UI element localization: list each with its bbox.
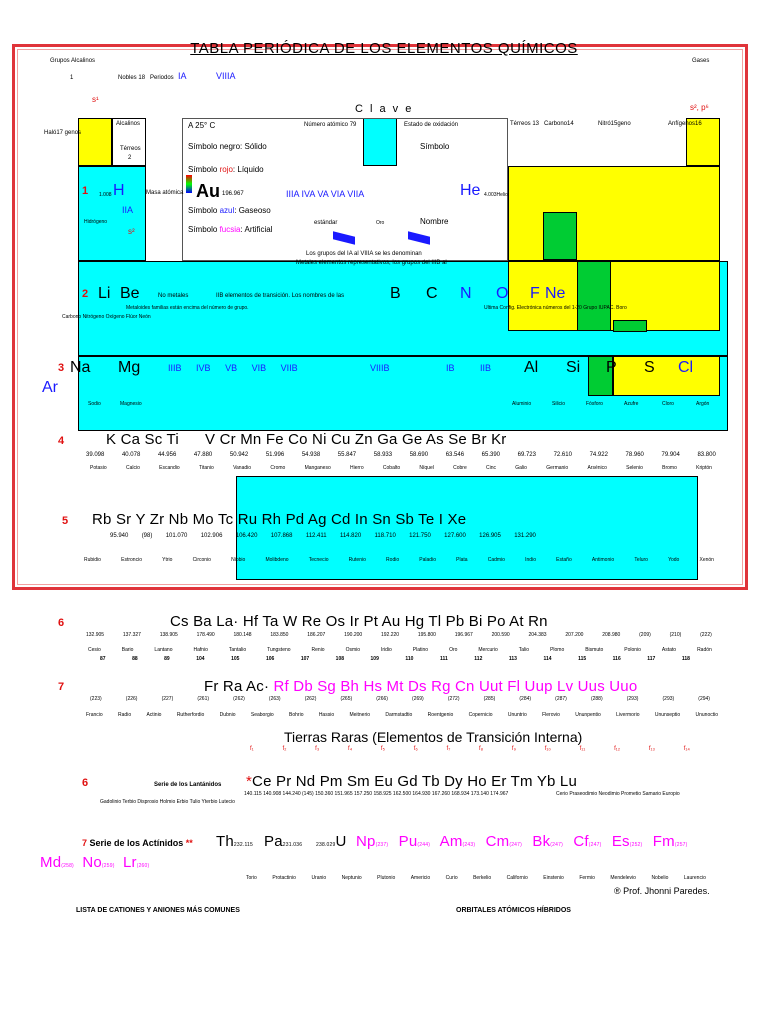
- symbol-li: Li: [98, 285, 111, 302]
- key-au: Au: [196, 181, 220, 201]
- lanthanide-label: Serie de los Lantánidos: [154, 782, 222, 788]
- key-atomic-number: Número atómico 79: [304, 122, 357, 128]
- key-temp: A 25° C: [188, 121, 216, 130]
- key-standard: estándar: [314, 220, 338, 226]
- h-mass: 1.008: [99, 192, 112, 198]
- key-symbol: Símbolo: [420, 142, 450, 151]
- terreos-label: Térreos: [120, 146, 141, 152]
- gases-label: Gases: [692, 58, 710, 64]
- name-magnesio: Magnesio: [120, 401, 142, 407]
- name-silicio: Silicio: [552, 401, 566, 407]
- block-period3-yellow: [613, 356, 720, 396]
- hidrogeno-name: Hidrógeno: [84, 219, 108, 225]
- anfigenos16-label: Anfígenos16: [668, 121, 702, 127]
- footer-cations-heading: LISTA DE CATIONES Y ANIONES MÁS COMUNES: [76, 907, 240, 914]
- symbol-ar: Ar: [42, 379, 58, 396]
- symbol-al: Al: [524, 359, 539, 376]
- period-7-masses: (223) (226) (227) (261) (262) (263) (262) (265) (266) (269) (272) (285) (284) (287) (288) (293) (293) (294): [90, 696, 710, 702]
- period-7-symbols: Fr Ra Ac· Rf Db Sg Bh Hs Mt Ds Rg Cn Uut Fl Uup Lv Uus Uuo: [204, 678, 638, 695]
- transition-note: IIB elementos de transición. Los nombres de las: [216, 293, 345, 299]
- period-5-names: Rubidio Estroncio Ytrio Circonio Niobio Molibdeno Tecnecio Rutenio Rodio Paladio Plata Cadmio Indio Estaño Antimonio Teluro Yodo Xenón: [84, 557, 714, 563]
- groups-note: Los grupos del IA al VIIIA se les denominan: [306, 251, 422, 257]
- halogenos-label: Haló17 genos: [44, 130, 82, 136]
- symbol-ne: Ne: [545, 285, 566, 302]
- name-fosforo: Fósforo: [586, 401, 603, 407]
- he-mass: 4.003Helio: [484, 192, 508, 198]
- footer-orbitals-heading: ORBITALES ATÓMICOS HÍBRIDOS: [456, 907, 571, 914]
- actinide-pa: Pa231.036: [264, 833, 303, 850]
- terreos-num: 2: [128, 155, 132, 161]
- nobles-label: Nobles 18: [118, 75, 146, 81]
- period-1-number: 1: [82, 185, 89, 197]
- symbol-cl: Cl: [678, 359, 694, 376]
- symbol-h: H: [113, 182, 125, 199]
- actinide-artificial-row-1: Np(237) Pu(244) Am(243) Cm(247) Bk(247) Cf(247) Es(252) Fm(257): [356, 833, 688, 850]
- group-ia: IA: [178, 71, 187, 81]
- symbol-n: N: [460, 285, 472, 302]
- config-note: Ultima Config. Electrónica números del 1-20 Grupo IUPAC. Boro: [484, 305, 627, 311]
- lanthanide-names-2: Cerio Praseodimio Neodimio Prometio Samario Europio: [556, 791, 680, 797]
- block-si-green: [613, 320, 647, 332]
- key-au-mass: 196.967: [222, 191, 244, 197]
- metalloid-note: Metaloides familias están encima del número de grupo.: [126, 305, 249, 311]
- period-5-masses: 95.940 (98) 101.070 102.906 106.420 107.868 112.411 114.820 118.710 121.750 127.600 126.905 131.290: [110, 533, 536, 539]
- group-iia: IIA: [122, 205, 134, 215]
- period2-names: Carbono Nitrógeno Oxígeno Flúor Neón: [62, 314, 151, 320]
- key-oxidation: Estado de oxidación: [404, 122, 459, 128]
- block-period5-cyan: [236, 476, 698, 580]
- lanthanide-names-1: Gadolinio Terbio Disprosio Holmio Erbio Tulio Yterbio Lutecio: [100, 799, 235, 805]
- period-4-names: Potasio Calcio Escandio Titanio Vanadio Cromo Manganeso Hierro Cobalto Níquel Cobre Cinc Galio Germanio Arsénico Selenio Bromo Kriptón: [90, 465, 712, 471]
- symbol-mg: Mg: [118, 359, 141, 376]
- period-4-symbols: K Ca Sc Ti V Cr Mn Fe Co Ni Cu Zn Ga Ge As Se Br Kr: [106, 431, 507, 448]
- key-oro: Oro: [376, 220, 385, 226]
- group-ib: IB: [446, 363, 455, 373]
- clave-label: C l a v e: [355, 103, 414, 115]
- grupos-label: Grupos Alcalinos: [50, 58, 96, 64]
- block-h-yellow: [78, 118, 112, 166]
- credit: ® Prof. Jhonni Paredes.: [614, 886, 710, 896]
- symbol-be: Be: [120, 285, 140, 302]
- name-cloro: Cloro: [662, 401, 674, 407]
- carbono14-label: Carbono14: [544, 121, 574, 127]
- key-liquid: Símbolo rojo: Líquido: [188, 165, 264, 174]
- nonmetal-label: No metales: [158, 293, 189, 299]
- actinide-u: 238.029U: [316, 833, 347, 850]
- period-7-names: Francio Radio Actinio Rutherfordio Dubnio Seaborgio Bohrio Hassio Meitnerio Darmstadtio Roentgenio Copernicio Ununtrio Flerovio Ununpentio Livermorio Ununseptio Ununoctio: [86, 712, 718, 718]
- block-period2-green: [577, 261, 611, 331]
- symbol-na: Na: [70, 359, 91, 376]
- alcalinos-label-2: Alcalinos: [116, 121, 141, 127]
- key-artificial: Símbolo fucsia: Artificial: [188, 225, 273, 234]
- periodos-label: Periodos: [150, 75, 174, 81]
- group-viiib: VIIIB: [370, 363, 390, 373]
- lanthanide-masses: 140.115 140.908 144.240 (145) 150.360 151.965 157.250 158.925 162.500 164.930 167.260 168.934 173.140 174.967: [244, 791, 509, 797]
- block-p-yellow: [508, 166, 720, 261]
- key-color-swatch: [186, 175, 192, 193]
- symbol-p: P: [606, 359, 617, 376]
- nitrogeno15-label: Nitró15geno: [598, 121, 631, 127]
- period-4-number: 4: [58, 435, 65, 447]
- name-sodio: Sodio: [88, 401, 101, 407]
- key-mass-label: Masa atómica: [146, 190, 184, 196]
- s2p6-label: s², p⁶: [690, 103, 709, 112]
- key-solid: Símbolo negro: Sólido: [188, 142, 267, 151]
- period-7-numbers: 87 88 89 104 105 106 107 108 109 110 111 112 113 114 115 116 117 118: [100, 656, 690, 662]
- lanthanide-period: 6: [82, 777, 89, 789]
- s1-label: s¹: [92, 95, 99, 104]
- page-title: TABLA PERIÓDICA DE LOS ELEMENTOS QUÍMICOS: [190, 40, 578, 57]
- metal-note: Metales elementos representativos, los grupos del IIIB al: [296, 260, 447, 266]
- groups-b-row: IIIB IVB VB VIB VIIB: [168, 363, 298, 373]
- block-period1-cyan: [78, 166, 146, 261]
- lanthanide-symbols: *Ce Pr Nd Pm Sm Eu Gd Tb Dy Ho Er Tm Yb Lu: [246, 773, 578, 790]
- key-nombre: Nombre: [420, 217, 449, 226]
- block-carbon-green: [543, 212, 577, 260]
- f-orbital-labels: f₁ f₂ f₃ f₄ f₅ f₆ f₇ f₈ f₉ f₁₀ f₁₁ f₁₂ f₁₃ f₁₄: [250, 746, 690, 752]
- period-6-names: Cesio Bario Lantano Hafnio Tantalio Tungsteno Renio Osmio Iridio Platino Oro Mercurio Talio Plomo Bismuto Polonio Astato Radón: [88, 647, 712, 653]
- symbol-c: C: [426, 285, 438, 302]
- period-6-masses: 132.905 137.327 138.905 178.490 180.148 183.850 186.207 190.200 192.220 195.800 196.967 200.590 204.383 207.200 208.980 (209) (210) (222): [86, 632, 712, 638]
- period-1-label: 1: [70, 75, 74, 81]
- symbol-he: He: [460, 182, 481, 199]
- period-6-number: 6: [58, 617, 65, 629]
- name-aluminio: Aluminio: [512, 401, 532, 407]
- s2-label: s²: [128, 227, 135, 236]
- period-5-number: 5: [62, 515, 69, 527]
- symbol-b: B: [390, 285, 401, 302]
- key-gas: Símbolo azul: Gaseoso: [188, 206, 271, 215]
- name-argon: Argón: [696, 401, 710, 407]
- rare-earths-title: Tierras Raras (Elementos de Transición Interna): [284, 729, 583, 745]
- group-iib: IIB: [480, 363, 492, 373]
- actinide-th: Th232.115: [216, 833, 254, 850]
- period-7-number: 7: [58, 681, 65, 693]
- symbol-o: O: [496, 285, 509, 302]
- symbol-s: S: [644, 359, 655, 376]
- group-viiia: VIIIA: [216, 71, 236, 81]
- actinide-label: 7 Serie de los Actínidos **: [82, 838, 193, 848]
- period-5-symbols: Rb Sr Y Zr Nb Mo Tc Ru Rh Pd Ag Cd In Sn Sb Te I Xe: [92, 511, 467, 528]
- groups-a-row: IIIA IVA VA VIA VIIA: [286, 189, 365, 199]
- actinide-artificial-row-2: Md(258) No(259) Lr(260): [40, 854, 150, 871]
- period-3-number: 3: [58, 362, 65, 374]
- period-4-masses: 39.098 40.078 44.956 47.880 50.942 51.996 54.938 55.847 58.933 58.690 63.546 65.390 69.723 72.610 74.922 78.960 79.904 83.800: [86, 452, 716, 458]
- period-6-symbols: Cs Ba La· Hf Ta W Re Os Ir Pt Au Hg Tl Pb Bi Po At Rn: [170, 613, 548, 630]
- symbol-si: Si: [566, 359, 581, 376]
- name-azufre: Azufre: [624, 401, 639, 407]
- symbol-f: F: [530, 285, 540, 302]
- period-2-number: 2: [82, 288, 89, 300]
- actinide-names: Torio Protactinio Uranio Neptunio Plutonio Americio Curio Berkelio Californio Einstenio Fermio Mendelevio Nobelio Laurencio: [246, 875, 706, 881]
- terreos13-label: Térreos 13: [510, 121, 540, 127]
